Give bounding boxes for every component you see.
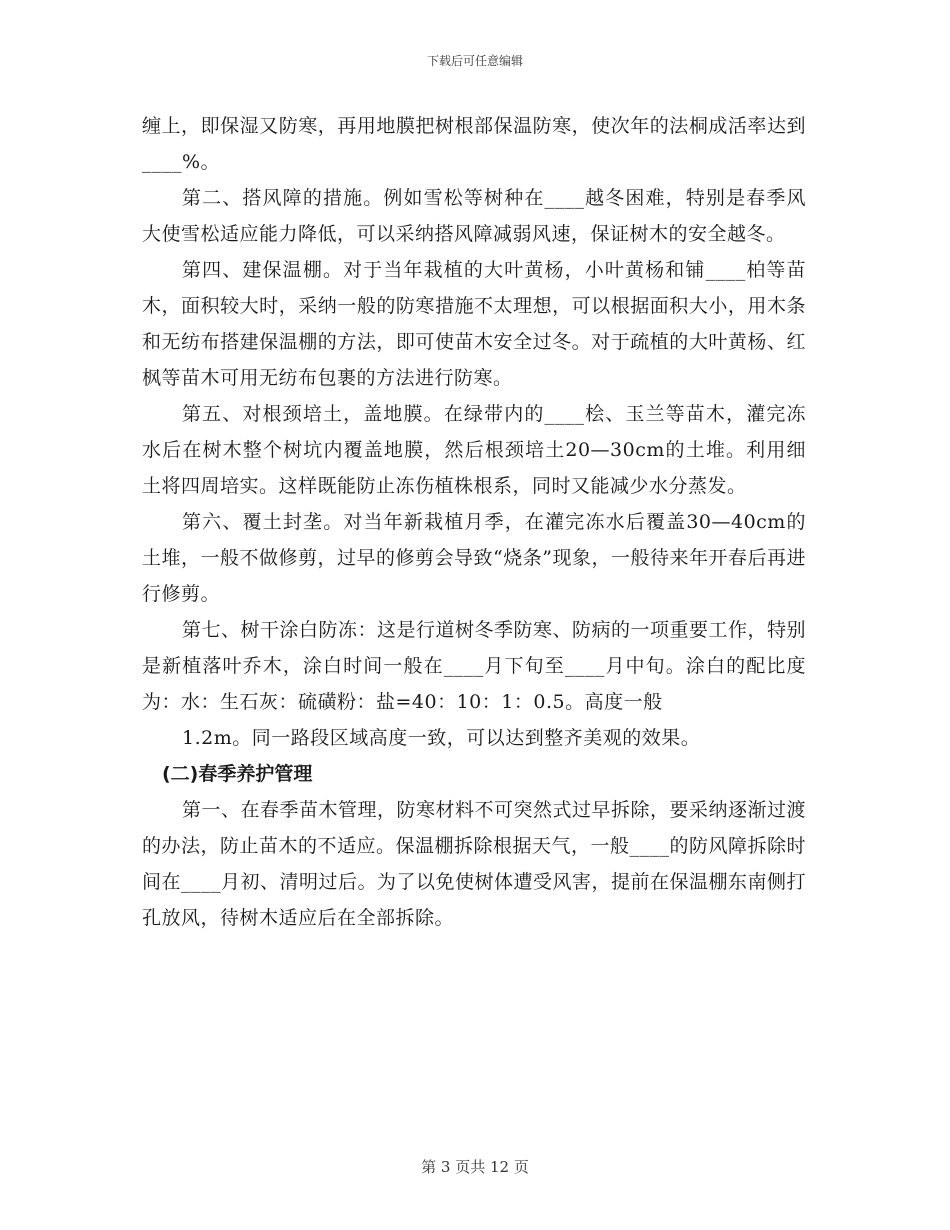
document-body (142, 108, 806, 936)
page-header: 下载后可任意编辑 (426, 54, 523, 68)
section-heading: (二)春季养护管理 (162, 763, 313, 785)
paragraph-7: 1.2m。同一路段区域高度一致，可以达到整齐美观的效果。 (182, 727, 701, 749)
paragraph-1: 缠上，即保湿又防寒，再用地膜把树根部保温防寒，使次年的法桐成活率达到____%。 (142, 115, 806, 173)
paragraph-8: 第一、在春季苗木管理，防寒材料不可突然式过早拆除，要采纳逐渐过渡的办法，防止苗木的不适应。保温棚拆除根据天气，一般____的防风障拆除时间在____月初、清明过后。为了以免使树体遭受风害，提前在保温棚东南侧打孔放风，待树木适应后在全部拆除。 (142, 799, 807, 929)
paragraph-5: 第六、覆土封垄。对当年新栽植月季，在灌完冻水后覆盖30—40cm的土堆，一般不做修剪，过早的修剪会导致“烧条”现象，一般待来年开春后再进行修剪。 (142, 511, 806, 605)
page-footer: 第 3 页共 12 页 (421, 1158, 529, 1176)
paragraph-2: 第二、搭风障的措施。例如雪松等树种在____越冬困难，特别是春季风大使雪松适应能力降低，可以采纳搭风障减弱风速，保证树木的安全越冬。 (142, 187, 806, 245)
paragraph-6: 第七、树干涂白防冻：这是行道树冬季防寒、防病的一项重要工作，特别是新植落叶乔木，涂白时间一般在____月下旬至____月中旬。涂白的配比度为：水：生石灰：硫磺粉：盐=40：10：1：0.5。高度一般 (142, 619, 807, 713)
paragraph-4: 第五、对根颈培土，盖地膜。在绿带内的____桧、玉兰等苗木，灌完冻水后在树木整个树坑内覆盖地膜，然后根颈培土20—30cm的土堆。利用细土将四周培实。这样既能防止冻伤植株根系，同时又能减少水分蒸发。 (142, 403, 806, 497)
paragraph-3: 第四、建保温棚。对于当年栽植的大叶黄杨，小叶黄杨和铺____柏等苗木，面积较大时，采纳一般的防寒措施不太理想，可以根据面积大小，用木条和无纺布搭建保温棚的方法，即可使苗木安全过冬。对于疏植的大叶黄杨、红枫等苗木可用无纺布包裹的方法进行防寒。 (142, 259, 806, 389)
